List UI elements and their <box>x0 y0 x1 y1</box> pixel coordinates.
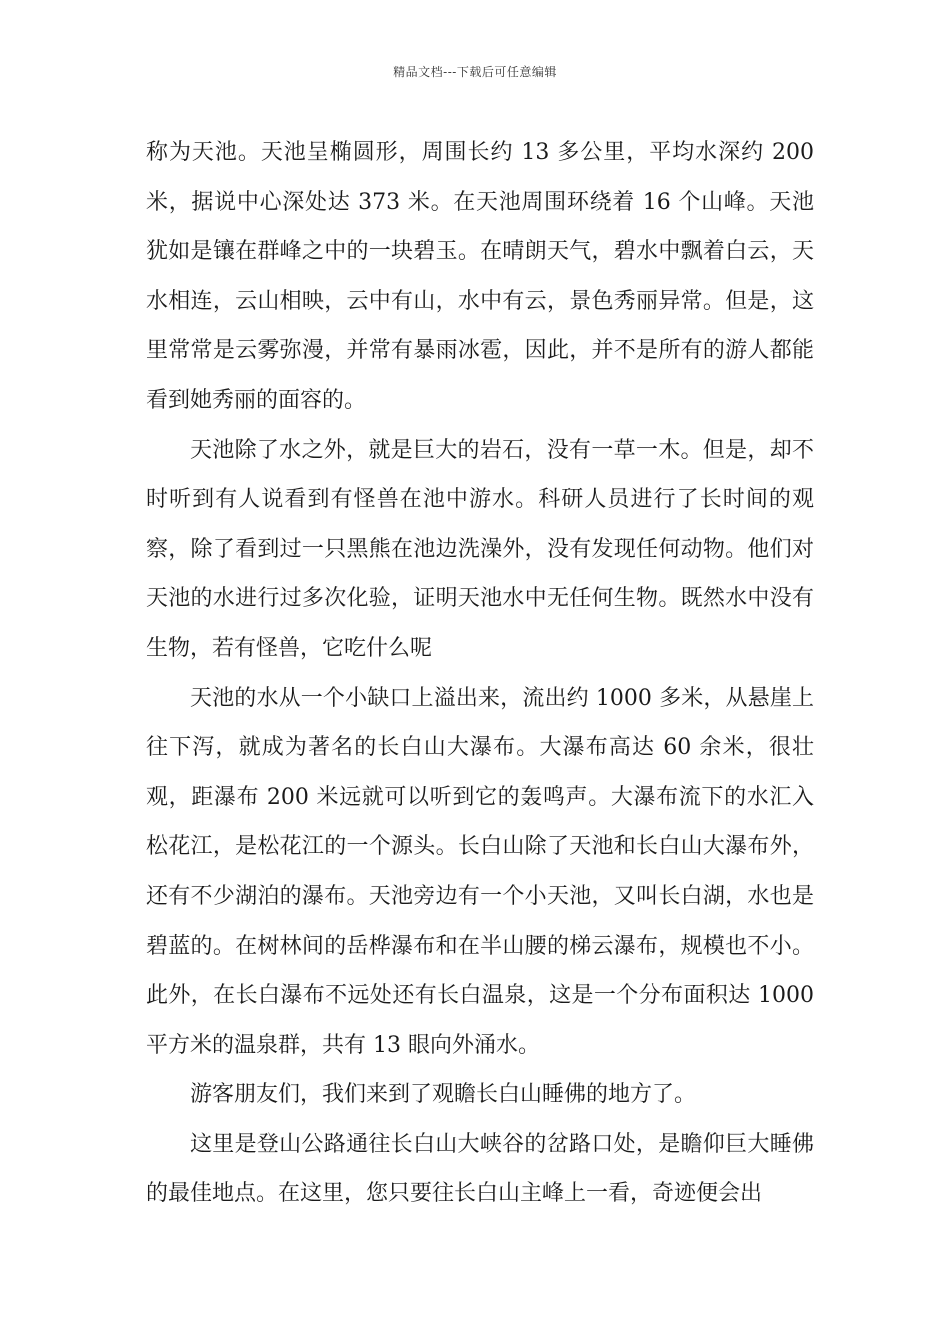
paragraph-1: 称为天池。天池呈椭圆形，周围长约 13 多公里，平均水深约 200 米，据说中心深处达 373 米。在天池周围环绕着 16 个山峰。天池犹如是镶在群峰之中的一块碧玉。在晴朗天气，碧水中飘着白云，天水相连，云山相映，云中有山，水中有云，景色秀丽异常。但是，这里常常是云雾弥漫，并常有暴雨冰雹，因此，并不是所有的游人都能看到她秀丽的面容的。 <box>146 140 814 413</box>
paragraph-4: 游客朋友们，我们来到了观瞻长白山睡佛的地方了。 <box>190 1082 697 1108</box>
paragraph-2: 天池除了水之外，就是巨大的岩石，没有一草一木。但是，却不时听到有人说看到有怪兽在池中游水。科研人员进行了长时间的观察，除了看到过一只黑熊在池边洗澡外，没有发现任何动物。他们对天池的水进行过多次化验，证明天池水中无任何生物。既然水中没有生物，若有怪兽，它吃什么呢 <box>146 437 814 661</box>
paragraph-3: 天池的水从一个小缺口上溢出来，流出约 1000 多米，从悬崖上往下泻，就成为著名的长白山大瀑布。大瀑布高达 60 余米，很壮观，距瀑布 200 米远就可以听到它的轰鸣声。大瀑布流下的水汇入松花江，是松花江的一个源头。长白山除了天池和长白山大瀑布外，还有不少湖泊的瀑布。天池旁边有一个小天池，又叫长白湖，水也是碧蓝的。在树林间的岳桦瀑布和在半山腰的梯云瀑布，规模也不小。此外，在长白瀑布不远处还有长白温泉，这是一个分布面积达 1000 平方米的温泉群，共有 13 眼向外涌水。 <box>146 685 814 1058</box>
page-header: 精品文档---下载后可任意编辑 <box>393 65 557 79</box>
document-body <box>146 128 814 1219</box>
paragraph-5: 这里是登山公路通往长白山大峡谷的岔路口处，是瞻仰巨大睡佛的最佳地点。在这里，您只要往长白山主峰上一看，奇迹便会出 <box>146 1131 814 1207</box>
